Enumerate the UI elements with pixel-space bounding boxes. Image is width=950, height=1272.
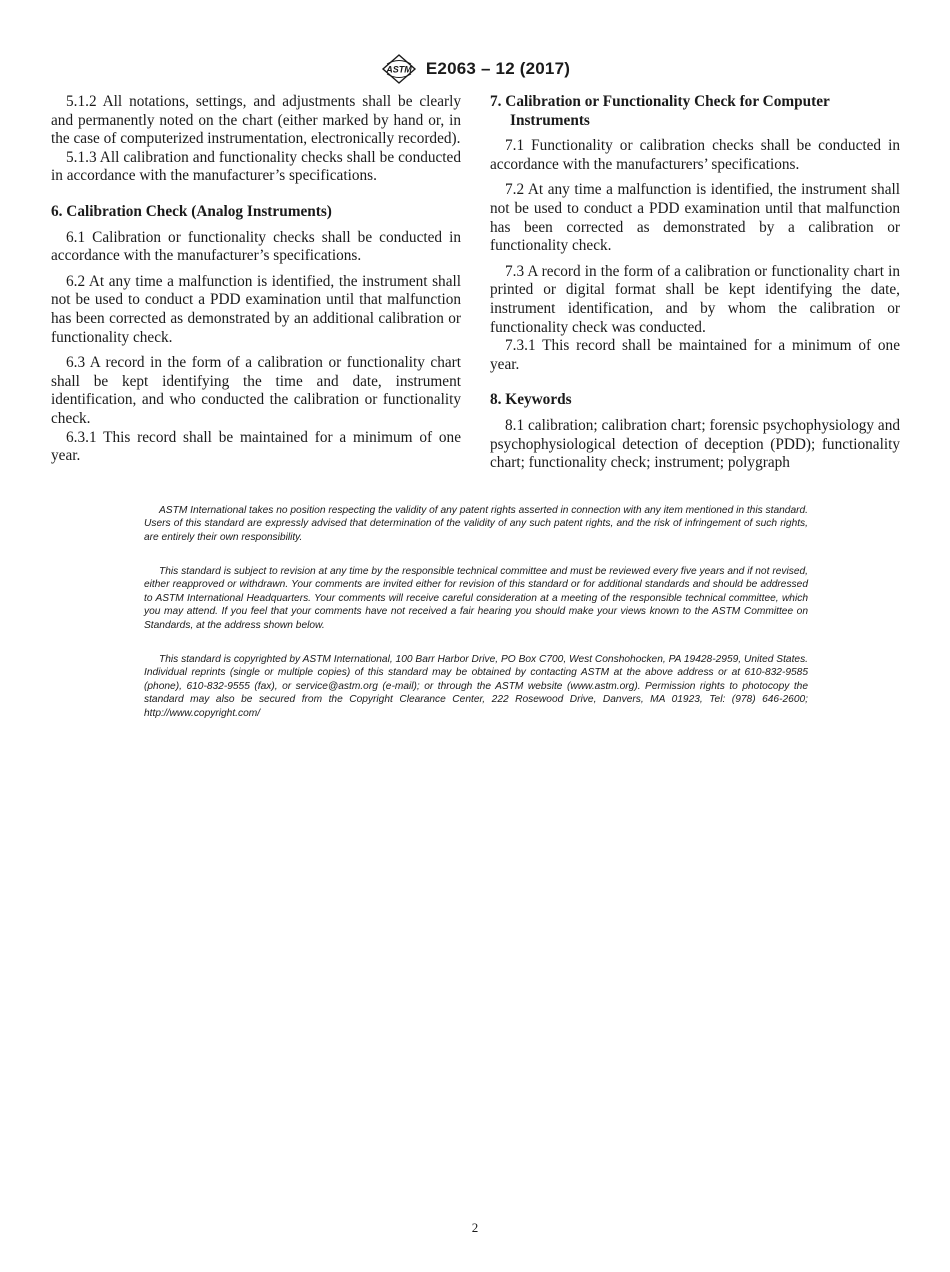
paragraph-7-1: 7.1 Functionality or calibration checks shall be conducted in accordance with the manufacturers’ specifications. xyxy=(490,137,900,173)
page-number: 2 xyxy=(471,1220,479,1235)
section-8-heading: 8. Keywords xyxy=(490,391,572,409)
paragraph-6-3-1: 6.3.1 This record shall be maintained for a minimum of one year. xyxy=(51,428,461,465)
right-column xyxy=(490,93,900,473)
paragraph-7-2: 7.2 At any time a malfunction is identified, the instrument shall not be used to conduct a PDD examination until that malfunction has been corrected as demonstrated by a calibration or functionality check. xyxy=(490,181,900,255)
astm-logo-icon xyxy=(380,53,418,85)
paragraph-8-1: 8.1 calibration; calibration chart; forensic psychophysiology and psychophysiological detection of deception (PDD); functionality chart; functionality check; instrument; polygraph xyxy=(490,416,900,472)
paragraph-6-3: 6.3 A record in the form of a calibration or functionality chart shall be kept identifying the time and date, instrument identification, and who conducted the calibration or functionality check. xyxy=(51,354,461,427)
patent-notice: ASTM International takes no position respecting the validity of any patent rights asserted in connection with any item mentioned in this standard. Users of this standard are expressly advised that determination of the validity of any such patent rights, and the risk of infringement of such rights, are entirely their own responsibility. xyxy=(144,505,808,543)
paragraph-6-2: 6.2 At any time a malfunction is identified, the instrument shall not be used to conduct a PDD examination until that malfunction has been corrected as demonstrated by an additional calibration or functionality check. xyxy=(51,272,461,346)
revision-notice: This standard is subject to revision at any time by the responsible technical committee and must be reviewed every five years and if not revised, either reapproved or withdrawn. Your comments are invited either for revision of this standard or for additional standards and should be addressed to ASTM International Headquarters. Your comments will receive careful consideration at a meeting of the responsible technical committee, which you may attend. If you feel that your comments have not received a fair hearing you should make your views known to the ASTM Committee on Standards, at the address shown below. xyxy=(144,566,808,631)
paragraph-7-3-1: 7.3.1 This record shall be maintained for a minimum of one year. xyxy=(490,337,900,373)
page-header xyxy=(0,52,950,86)
paragraph-5-1-3: 5.1.3 All calibration and functionality checks shall be conducted in accordance with the manufacturer’s specifications. xyxy=(51,148,461,185)
left-column xyxy=(51,93,461,466)
section-6-heading: 6. Calibration Check (Analog Instruments) xyxy=(51,202,332,220)
copyright-notice: This standard is copyrighted by ASTM International, 100 Barr Harbor Drive, PO Box C700, West Conshohocken, PA 19428-2959, United States. Individual reprints (single or multiple copies) of this standard may be obtained by contacting ASTM at the above address or at 610-832-9585 (phone), 610-832-9555 (fax), or service@astm.org (e-mail); or through the ASTM website (www.astm.org). Permission rights to photocopy the standard may also be secured from the Copyright Clearance Center, 222 Rosewood Drive, Danvers, MA 01923, Tel: (978) 646-2600; http://www.copyright.com/ xyxy=(144,654,808,719)
astm-logo-text: ASTM xyxy=(386,64,412,75)
paragraph-5-1-2: 5.1.2 All notations, settings, and adjustments shall be clearly and permanently noted on the chart (either marked by hand or, in the case of computerized instrumentation, electronically recorded). xyxy=(51,93,461,148)
paragraph-6-1: 6.1 Calibration or functionality checks shall be conducted in accordance with the manufacturer’s specifications. xyxy=(51,228,461,265)
standard-designation: E2063 – 12 (2017) xyxy=(425,59,571,78)
paragraph-7-3: 7.3 A record in the form of a calibration or functionality chart in printed or digital format shall be kept identifying the date, instrument identification, and by whom the calibration or functionality check was conducted. xyxy=(490,262,900,336)
section-7-heading: 7. Calibration or Functionality Check for Computer Instruments xyxy=(490,93,830,129)
